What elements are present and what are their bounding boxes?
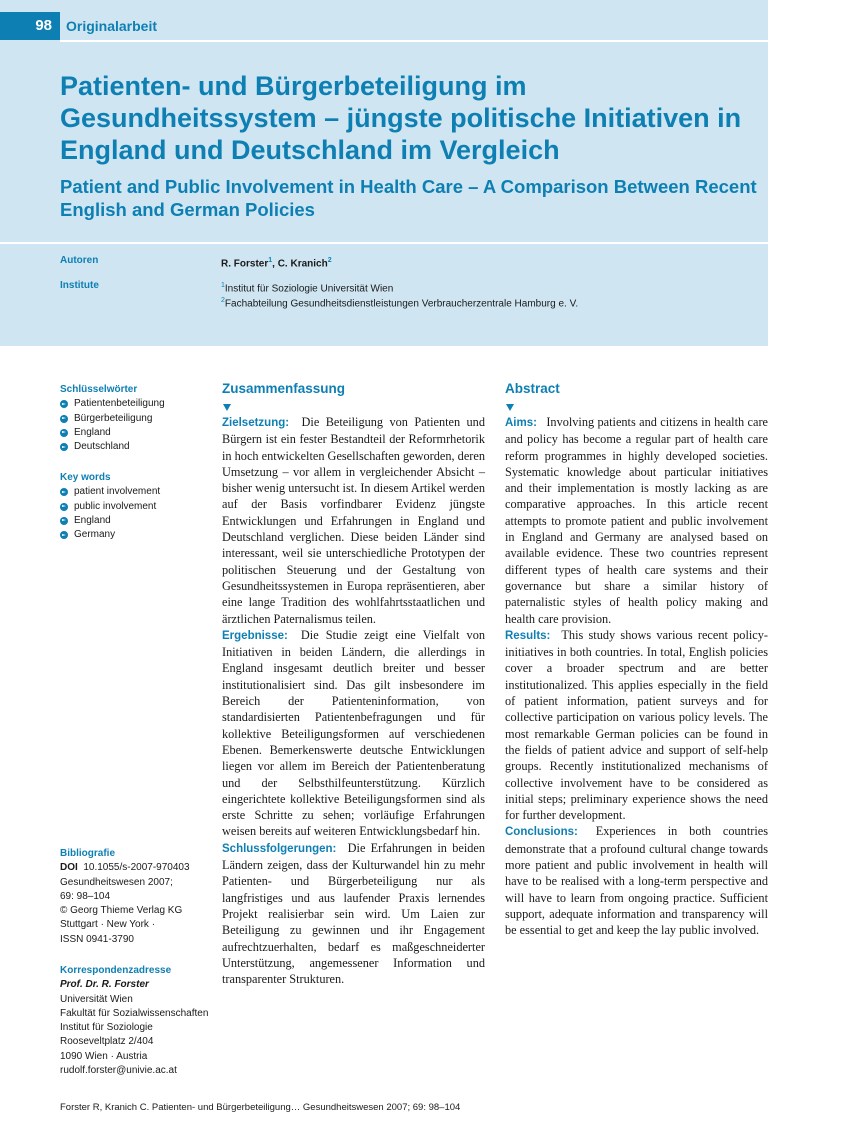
results-text: This study shows various recent policy-initiatives in both countries. In total, English policies cover a broader spectrum and are better institutionalized. This applies especially in the field of patient information, patient surveys and for collective participation on various policy levels. The most remarkable German policies can be found in the fields of patient advice and support of self-help groups. Recently institutionalized mechanisms of collective involvement have to be considered as initial steps; preliminary experience shows the need for further development. (505, 627, 768, 823)
abstract-en-aim (505, 414, 768, 627)
institute-2-text: Fachabteilung Gesundheitsdienstleistungen Verbraucherzentrale Hamburg e. V. (224, 298, 579, 310)
abstract-de-conclusions (222, 840, 485, 988)
bib-line: 69: 98–104 (60, 890, 111, 902)
conclusions-text: Die Erfahrungen in beiden Ländern zeigen, dass der Kulturwandel hin zu mehr Patienten- und Bürgerbeteiligung nur als langfristiges und aus laufender Praxis lernendes Projekt realisierbar sein wird. Um Laien zur Beteiligung zu gewinnen und ihr Engagement aufrechtzuerhalten, bedarf es maßgeschneiderter Unterstützung, angemessener Information und transparenter Strukturen. (222, 840, 485, 987)
page-number: 98 (0, 12, 60, 40)
correspondence-label: Korrespondenzadresse (60, 965, 172, 976)
institute-1-text: Institut für Soziologie Universität Wien (224, 283, 394, 295)
bib-line: Stuttgart · New York · (60, 919, 156, 931)
arrow-down-icon (223, 404, 231, 411)
article-title-en: Patient and Public Involvement in Health Care – A Comparison Between Recent English and German Policies (60, 176, 757, 220)
conclusions-label: Schlussfolgerungen: (222, 842, 337, 855)
header-divider (60, 40, 768, 42)
correspondence-email[interactable]: rudolf.forster@univie.ac.at (60, 1065, 177, 1077)
keyword-de: Patientenbeteiligung (60, 397, 210, 411)
keyword-en: patient involvement (60, 485, 210, 499)
institute-1-number: 1 (221, 282, 225, 289)
author-1-affiliation: 1 (268, 257, 273, 264)
abstract-en-heading: Abstract (505, 381, 560, 396)
authors-label: Autoren (60, 255, 99, 266)
results-text: Die Studie zeigt eine Vielfalt von Initiativen in beiden Ländern, die allerdings in England insgesamt deutlich breiter und besser institutionalisiert sind. Das gilt insbesondere im Bereich der Patienteninformation, von standardisierten Patientenbefragungen und für kollektive Beteiligungsformen auf verschiedenen Ebenen. Bemerkenswerte deutsche Entwicklungen liegen vor allem im Bereich der Patientenberatung und der Selbsthilfeunterstützung. Kürzlich eingerichtete kollektive Beteiligungsformen sind als erste Schritte zu sehen; vorläufige Erfahrungen weisen bereits auf weiteren Entwicklungsbedarf hin. (222, 627, 485, 839)
bibliography (60, 847, 210, 947)
institutes-label: Institute (60, 280, 99, 291)
institutes (221, 280, 578, 311)
keyword-en: public involvement (60, 500, 210, 514)
keywords-en-list (60, 485, 210, 542)
keywords-en (60, 471, 210, 542)
aim-text: Die Beteiligung von Patienten und Bürgern ist ein fester Bestandteil der Reformrhetorik in hoch entwickelten Gesellschaften geworden, deren Umsetzung – vor allem in vergleichender Absicht – bisher wenig untersucht ist. In diesem Artikel werden auf der Basis vorfindbarer Evidenz jüngste Entwicklungen und Erfahrungen in England und Deutschland verglichen. Diese beiden Länder sind interessant, weil sie unterschiedliche Prototypen der politischen Steuerung und der Gestaltung von Gesundheitssystemen in Europa repräsentieren, aber eine lange Tradition des wohlfahrtsstaatlichen und ärztlichen Paternalismus teilen. (222, 415, 485, 626)
footer-citation: Forster R, Kranich C. Patienten- und Bürgerbeteiligung… Gesundheitswesen 2007; 69: 98–104 (60, 1102, 461, 1113)
authors (221, 255, 332, 270)
correspondence (60, 964, 210, 1078)
results-label: Results: (505, 629, 551, 642)
bib-line: Gesundheitswesen 2007; (60, 876, 173, 888)
correspondence-line: Fakultät für Sozialwissenschaften (60, 1007, 209, 1019)
keywords-de (60, 383, 210, 454)
correspondence-name: Prof. Dr. R. Forster (60, 979, 149, 991)
abstract-en-results (505, 627, 768, 824)
results-label: Ergebnisse: (222, 629, 288, 642)
keywords-de-list (60, 397, 210, 454)
bib-line: © Georg Thieme Verlag KG (60, 905, 183, 917)
author-1: R. Forster (221, 258, 269, 270)
aim-label: Aims: (505, 417, 537, 429)
keywords-de-label: Schlüsselwörter (60, 384, 138, 395)
abstract-de-aim (222, 414, 485, 627)
aim-label: Zielsetzung: (222, 417, 290, 429)
doi-line (60, 861, 210, 875)
institute-2 (221, 295, 578, 310)
abstract-en-conclusions (505, 823, 768, 938)
bib-line: ISSN 0941-3790 (60, 933, 134, 945)
abstract-en (505, 380, 768, 939)
institute-2-number: 2 (221, 297, 225, 305)
article-title-de: Patienten- und Bürgerbeteiligung im Gesundheitssystem – jüngste politische Initiativen in England und Deutschland im Vergleich (60, 71, 742, 165)
abstract-de-results (222, 627, 485, 840)
correspondence-line: Universität Wien (60, 993, 133, 1005)
doi-key: DOI (60, 862, 78, 874)
correspondence-line: Institut für Soziologie (60, 1022, 153, 1034)
keyword-en: Germany (60, 528, 210, 542)
keywords-en-label: Key words (60, 472, 111, 483)
abstract-de-heading: Zusammenfassung (222, 381, 346, 396)
section-label: Originalarbeit (66, 18, 158, 34)
keyword-en: England (60, 514, 210, 528)
institute-1 (221, 280, 578, 295)
abstract-de (222, 380, 485, 987)
title-divider (0, 242, 768, 244)
author-2-affiliation: 2 (327, 257, 332, 264)
keyword-de: England (60, 426, 210, 440)
aim-text: Involving patients and citizens in health care and policy has become a regular part of health care reform programmes in highly developed societies. Systematic knowledge about particular initiatives and their implementation is mostly lacking as are comparative approaches. In this article recent attempts to promote patient and public involvement in England and Germany are analysed based on available evidence. These two countries represent different types of health care systems and their governance but share a similar history of paternalistic styles of health policy making and health care provision. (505, 415, 768, 626)
author-2: C. Kranich (277, 258, 328, 270)
arrow-down-icon (506, 404, 514, 411)
doi-value: 10.1055/s-2007-970403 (83, 862, 190, 874)
conclusions-text: Experiences in both countries demonstrate that a profound cultural change towards more patient and public involvement in health will have to be realised with a long-term perspective and will have to learn from ongoing practice. Sufficient support, adequate information and transparency will be essential to get and keep the lay public involved. (505, 824, 768, 938)
keyword-de: Deutschland (60, 440, 210, 454)
conclusions-label: Conclusions: (505, 826, 578, 839)
author-separator: , (272, 258, 278, 270)
correspondence-line: Rooseveltplatz 2/404 (60, 1036, 154, 1048)
keyword-de: Bürgerbeteiligung (60, 412, 210, 426)
bibliography-label: Bibliografie (60, 848, 116, 859)
correspondence-line: 1090 Wien · Austria (60, 1050, 148, 1062)
